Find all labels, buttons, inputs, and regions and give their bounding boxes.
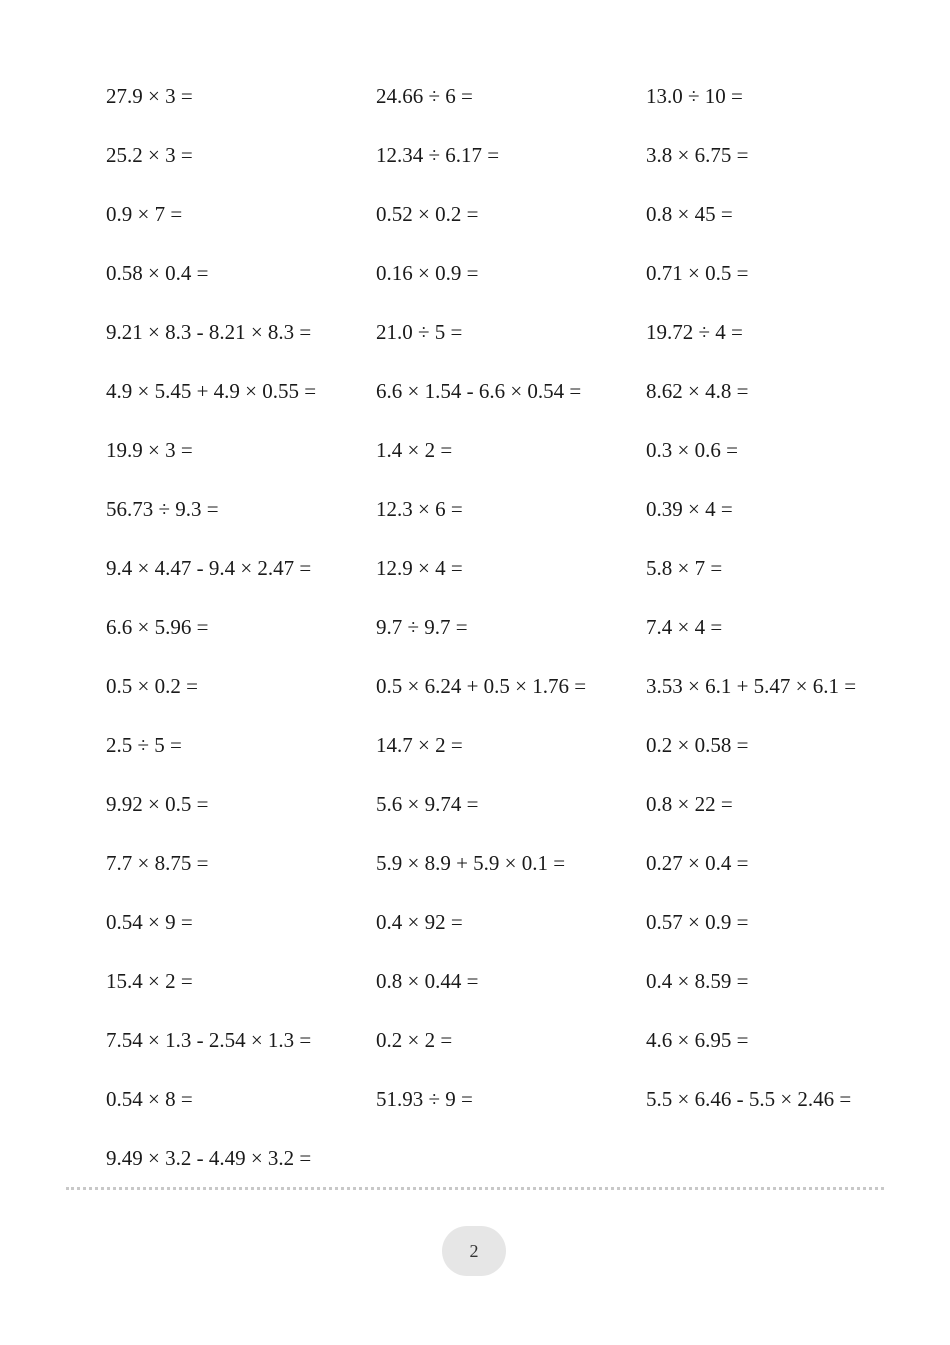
problem-32: 0.5 × 6.24 + 0.5 × 1.76 = (376, 674, 587, 698)
problem-38: 5.6 × 9.74 = (376, 792, 479, 816)
problem-7: 0.9 × 7 = (106, 202, 183, 226)
problem-43: 0.54 × 9 = (106, 910, 193, 934)
problem-15: 19.72 ÷ 4 = (646, 320, 743, 344)
problem-33: 3.53 × 6.1 + 5.47 × 6.1 = (646, 674, 857, 698)
problem-10: 0.58 × 0.4 = (106, 261, 209, 285)
problem-25: 9.4 × 4.47 - 9.4 × 2.47 = (106, 556, 312, 580)
problem-29: 9.7 ÷ 9.7 = (376, 615, 468, 639)
problem-12: 0.71 × 0.5 = (646, 261, 749, 285)
problem-35: 14.7 × 2 = (376, 733, 463, 757)
problem-48: 0.4 × 8.59 = (646, 969, 749, 993)
problem-45: 0.57 × 0.9 = (646, 910, 749, 934)
problem-2: 24.66 ÷ 6 = (376, 84, 473, 108)
problem-14: 21.0 ÷ 5 = (376, 320, 463, 344)
problem-5: 12.34 ÷ 6.17 = (376, 143, 500, 167)
problem-9: 0.8 × 45 = (646, 202, 733, 226)
dotted-divider (66, 1187, 884, 1190)
problem-50: 0.2 × 2 = (376, 1028, 453, 1052)
problem-6: 3.8 × 6.75 = (646, 143, 749, 167)
problem-4: 25.2 × 3 = (106, 143, 193, 167)
problem-21: 0.3 × 0.6 = (646, 438, 738, 462)
problem-52: 0.54 × 8 = (106, 1087, 193, 1111)
problem-26: 12.9 × 4 = (376, 556, 463, 580)
problem-40: 7.7 × 8.75 = (106, 851, 209, 875)
problem-3: 13.0 ÷ 10 = (646, 84, 743, 108)
problem-41: 5.9 × 8.9 + 5.9 × 0.1 = (376, 851, 566, 875)
problem-30: 7.4 × 4 = (646, 615, 723, 639)
problem-16: 4.9 × 5.45 + 4.9 × 0.55 = (106, 379, 317, 403)
problem-55: 9.49 × 3.2 - 4.49 × 3.2 = (106, 1146, 312, 1170)
problem-28: 6.6 × 5.96 = (106, 615, 209, 639)
problem-27: 5.8 × 7 = (646, 556, 723, 580)
problem-54: 5.5 × 6.46 - 5.5 × 2.46 = (646, 1087, 852, 1111)
problem-53: 51.93 ÷ 9 = (376, 1087, 473, 1111)
problem-grid (106, 78, 906, 1199)
problem-19: 19.9 × 3 = (106, 438, 193, 462)
problem-20: 1.4 × 2 = (376, 438, 453, 462)
problem-34: 2.5 ÷ 5 = (106, 733, 182, 757)
problem-22: 56.73 ÷ 9.3 = (106, 497, 219, 521)
problem-24: 0.39 × 4 = (646, 497, 733, 521)
problem-51: 4.6 × 6.95 = (646, 1028, 749, 1052)
page-number-badge: 2 (442, 1226, 506, 1276)
problem-37: 9.92 × 0.5 = (106, 792, 209, 816)
problem-36: 0.2 × 0.58 = (646, 733, 749, 757)
problem-1: 27.9 × 3 = (106, 84, 193, 108)
problem-11: 0.16 × 0.9 = (376, 261, 479, 285)
problem-23: 12.3 × 6 = (376, 497, 463, 521)
problem-49: 7.54 × 1.3 - 2.54 × 1.3 = (106, 1028, 312, 1052)
problem-31: 0.5 × 0.2 = (106, 674, 198, 698)
problem-47: 0.8 × 0.44 = (376, 969, 479, 993)
problem-44: 0.4 × 92 = (376, 910, 463, 934)
problem-42: 0.27 × 0.4 = (646, 851, 749, 875)
problem-18: 8.62 × 4.8 = (646, 379, 749, 403)
problem-39: 0.8 × 22 = (646, 792, 733, 816)
problem-8: 0.52 × 0.2 = (376, 202, 479, 226)
problem-13: 9.21 × 8.3 - 8.21 × 8.3 = (106, 320, 312, 344)
problem-17: 6.6 × 1.54 - 6.6 × 0.54 = (376, 379, 582, 403)
problem-46: 15.4 × 2 = (106, 969, 193, 993)
